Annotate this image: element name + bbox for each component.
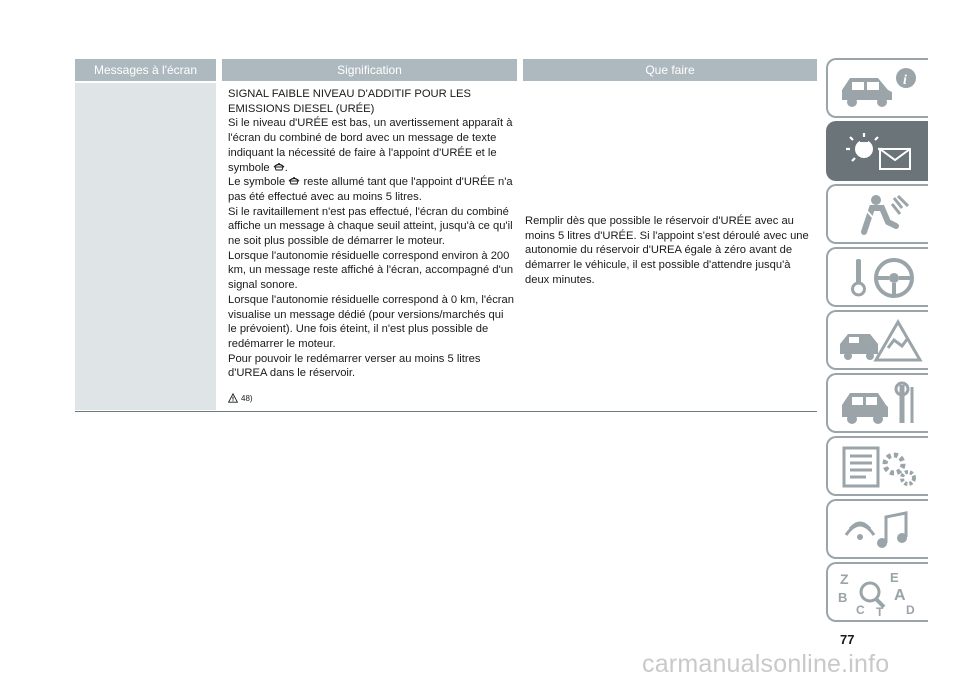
svg-text:T: T [876, 605, 884, 616]
airbag-seatbelt-icon [836, 192, 924, 238]
header-que-faire: Que faire [523, 59, 817, 81]
urea-symbol-icon [273, 161, 285, 172]
urea-symbol-icon [288, 175, 300, 186]
signal-para-2: Le symbole reste allumé tant que l'appoint d'URÉE n'a pas été effectué avec au moins 5 litres. [228, 176, 513, 203]
signal-para-4: Lorsque l'autonomie résiduelle correspond environ à 200 km, un message reste affiché à l'écran, accompagné d'un signal sonore. [228, 249, 514, 292]
table-bottom-rule [75, 411, 817, 412]
specs-gears-icon [836, 444, 924, 490]
car-wrench-icon [836, 381, 924, 427]
tab-emergency[interactable] [826, 310, 928, 370]
tab-starting-driving[interactable] [826, 247, 928, 307]
warning-light-message-icon [836, 129, 924, 175]
signal-para-6: Pour pouvoir le redémarrer verser au moins 5 litres d'UREA dans le réservoir. [228, 352, 481, 380]
svg-text:E: E [890, 570, 899, 585]
svg-text:D: D [906, 603, 915, 616]
key-steering-wheel-icon [836, 255, 924, 301]
warning-triangle-icon [228, 393, 238, 403]
tab-index[interactable] [826, 562, 928, 622]
signal-para-1: Si le niveau d'URÉE est bas, un avertissement apparaît à l'écran du combiné de bord avec un message de texte indiquant la nécessité de faire à l'appoint d'URÉE et le symbole . [228, 117, 513, 174]
header-signification: Signification [222, 59, 517, 81]
signification-text [228, 87, 514, 381]
tab-multimedia[interactable] [826, 499, 928, 559]
svg-text:A: A [894, 587, 906, 604]
signal-title: SIGNAL FAIBLE NIVEAU D'ADDITIF POUR LES EMISSIONS DIESEL (URÉE) [228, 88, 471, 115]
car-crash-warning-icon [836, 318, 924, 364]
page-number: 77 [840, 632, 855, 647]
warning-ref-number: 48) [241, 393, 253, 403]
que-faire-text: Remplir dès que possible le réservoir d'URÉE avec au moins 5 litres d'URÉE. Si l'appoint s'est déroulé avec une autonomie du réservoir d'UREA égale à zéro avant de démarrer le véhicule, il est possible d'attendre jusqu'à deux minutes. [525, 215, 809, 286]
tab-maintenance[interactable] [826, 373, 928, 433]
signal-para-3: Si le ravitaillement n'est pas effectué, l'écran du combiné affiche un message à chaque seuil atteint, jusqu'à ce qu'il ne soit plus possible de démarrer le moteur. [228, 205, 513, 248]
tab-safety[interactable] [826, 184, 928, 244]
header-messages: Messages à l'écran [75, 59, 216, 81]
signal-para-5: Lorsque l'autonomie résiduelle correspond à 0 km, l'écran visualise un message dédié (pour versions/marchés qui le prévoient). Une fois éteint, il n'est plus possible de redémarrer le moteur. [228, 293, 514, 350]
tab-car-info[interactable] [826, 58, 928, 118]
svg-text:B: B [838, 590, 848, 605]
alphabetical-index-icon [836, 570, 924, 616]
svg-text:Z: Z [840, 571, 849, 587]
svg-text:i: i [903, 73, 907, 88]
tab-technical-data[interactable] [826, 436, 928, 496]
message-cell [75, 83, 216, 410]
car-info-icon [836, 66, 924, 112]
warning-reference [228, 393, 253, 403]
multimedia-music-icon [836, 507, 924, 553]
watermark: carmanualsonline.info [642, 650, 890, 678]
tab-warning-lights[interactable] [826, 121, 928, 181]
svg-text:C: C [856, 603, 865, 616]
